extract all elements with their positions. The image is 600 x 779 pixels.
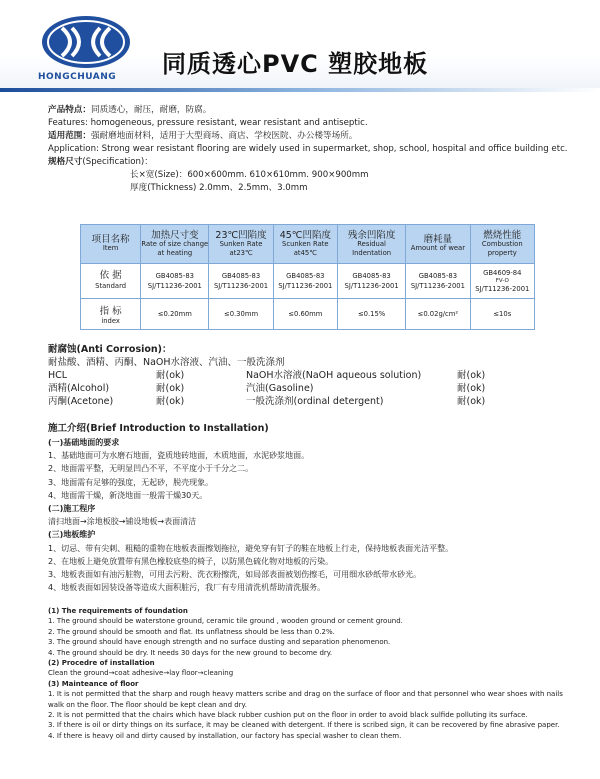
list-item: 3、地面需有足够的强度，无起砂，脱壳现象。 <box>48 477 214 487</box>
list-item: 酒精(Alcohol) 耐(ok) 汽油(Gasoline) 耐(ok) <box>48 383 486 394</box>
list-item: 3. If there is oil or dirty things on its surface, it may be cleaned with detergent. If there is scribed sign, it can be recovered by fine abrasive paper. <box>48 721 560 730</box>
header-cell: 残余凹陷度 Residual Indentation <box>337 225 405 264</box>
header-rule <box>0 88 600 92</box>
list-item: HCL 耐(ok) NaOH水溶液(NaOH aqueous solution) 耐(ok) <box>48 370 486 381</box>
section-heading: 施工介绍(Brief Introduction to Installation) <box>48 423 269 434</box>
features-en: Features: homogeneous, pressure resistant, wear resistant and antiseptic. <box>48 118 368 128</box>
table-cell: ≤10s <box>470 299 534 330</box>
logo-mark-icon <box>40 14 132 70</box>
table-cell: GB4085-83 SJ/T11236-2001 <box>337 264 405 299</box>
list-item: 4. If there is heavy oil and dirty caused by installation, our factory has special washer to clean them. <box>48 731 402 740</box>
table-cell: ≤0.15% <box>337 299 405 330</box>
table-cell: ≤0.20mm <box>141 299 209 330</box>
row-header: 依 据 Standard <box>81 264 141 299</box>
table-cell: GB4609-84 FV-O SJ/T11236-2001 <box>470 264 534 299</box>
thickness-line: 厚度(Thickness) 2.0mm、2.5mm、3.0mm <box>130 183 308 193</box>
header-cell: 燃烧性能 Combustion property <box>470 225 534 264</box>
size-line: 长×宽(Size)：600×600mm. 610×610mm. 900×900mm <box>130 170 369 180</box>
features-cn: 产品特点：同质透心，耐压，耐磨，防腐。 <box>48 105 212 115</box>
table-row-standard <box>81 264 535 299</box>
table-cell: ≤0.02g/cm² <box>406 299 470 330</box>
subsection-heading: (三)地板维护 <box>48 530 96 540</box>
table-row-index <box>81 299 535 330</box>
list-item: 1. The ground should be waterstone ground, ceramic tile ground , wooden ground or cement ground. <box>48 617 403 626</box>
subsection-heading: (一)基础地面的要求 <box>48 438 120 447</box>
list-item: 2. The ground should be smooth and flat. Its unflatness should be less than 0.2%. <box>48 627 335 636</box>
page-header <box>0 0 600 92</box>
list-item: 4. The ground should be dry. It needs 30 days for the new ground to become dry. <box>48 648 333 657</box>
list-item: 2、地面需平整，无明显凹凸不平，不平度小于千分之二。 <box>48 464 254 474</box>
usage-en: Application: Strong wear resistant flooring are widely used in supermarket, shop, school, hospital and office building etc. <box>48 144 568 154</box>
list-item: 3. The ground should have enough strength and no surface dusting and separation phenomenon. <box>48 638 391 647</box>
subsection-heading: (2) Procedre of installation <box>48 659 155 668</box>
usage-cn: 适用范围：强耐磨地面材料，适用于大型商场、商店、学校医院、办公楼等场所。 <box>48 131 358 141</box>
header-cell: 项目名称 Item <box>81 225 141 264</box>
table-cell: GB4085-83 SJ/T11236-2001 <box>141 264 209 299</box>
procedure-line: 清扫地面→涂地板胶→铺设地板→表面清洁 <box>48 517 197 527</box>
spec-heading: 规格尺寸(Specification)： <box>48 157 153 167</box>
installation-intro-cn <box>48 422 568 594</box>
list-item: 2. It is not permitted that the chairs which have black rubber cushion put on the floor in order to avoid black sulfide polluting its surface. <box>48 711 528 720</box>
header-cell: 磨耗量 Amount of wear <box>406 225 470 264</box>
header-cell: 加热尺寸变 Rate of size change at heating <box>141 225 209 264</box>
logo-wordmark: HONGCHUANG <box>38 72 117 82</box>
table-cell: ≤0.30mm <box>209 299 273 330</box>
corrosion-subtitle: 耐盐酸、酒精、丙酮、NaOH水溶液、汽油、一般洗涤剂 <box>48 357 285 368</box>
list-item: 1、切忌、带有尖刺、粗糙的重物在地板表面擦划拖拉，避免穿有钉子的鞋在地板上行走，保持地板表面光洁平整。 <box>48 543 454 553</box>
header-cell: 23℃凹陷度 Sunken Rate at23℃ <box>209 225 273 264</box>
list-item: 丙酮(Acetone) 耐(ok) 一般洗涤剂(ordinal detergent) 耐(ok) <box>48 396 486 407</box>
row-header: 指 标 index <box>81 299 141 330</box>
list-item: 2、在地板上避免放置带有黑色橡胶底垫的椅子，以防黑色硫化物对地板的污染。 <box>48 556 334 566</box>
product-overview <box>48 104 568 195</box>
table-cell: GB4085-83 SJ/T11236-2001 <box>406 264 470 299</box>
list-item: 3、地板表面如有油污脏物，可用去污粉、洗衣粉擦洗，如局部表面被划伤擦毛，可用细水砂纸带水砂光。 <box>48 570 422 580</box>
list-item: 1、基础地面可为水磨石地面，瓷质地砖地面，木质地面，水泥砂浆地面。 <box>48 451 310 461</box>
page-title: 同质透心PVC 塑胶地板 <box>162 50 429 78</box>
list-item: 4、地面需干燥，新浇地面一般需干燥30天。 <box>48 490 208 500</box>
header-cell: 45℃凹陷度 Scunken Rate at45℃ <box>273 225 337 264</box>
list-item: 4、地板表面如因装设备等造成大面积脏污，我厂有专用清洗机帮助清洗服务。 <box>48 583 326 593</box>
table-cell: ≤0.60mm <box>273 299 337 330</box>
company-logo <box>40 14 132 70</box>
section-heading: 耐腐蚀(Anti Corrosion)： <box>48 344 172 355</box>
anti-corrosion-section <box>48 343 568 408</box>
table-cell: GB4085-83 SJ/T11236-2001 <box>273 264 337 299</box>
table-cell: GB4085-83 SJ/T11236-2001 <box>209 264 273 299</box>
subsection-heading: (1) The requirements of foundation <box>48 607 188 615</box>
subsection-heading: (二)施工程序 <box>48 504 96 514</box>
subsection-heading: (3) Mainteance of floor <box>48 679 139 688</box>
list-item: 1. It is not permitted that the sharp and rough heavy matters scribe and drag on the surface of floor and that personnel who wear shoes with nails walk on the floor. The floor should be kept clean and dry. <box>48 690 563 709</box>
spec-table <box>80 224 535 330</box>
table-header-row <box>81 225 535 264</box>
installation-intro-en <box>48 606 570 741</box>
procedure-line: Clean the ground→coat adhesive→lay floor→cleaning <box>48 669 234 678</box>
